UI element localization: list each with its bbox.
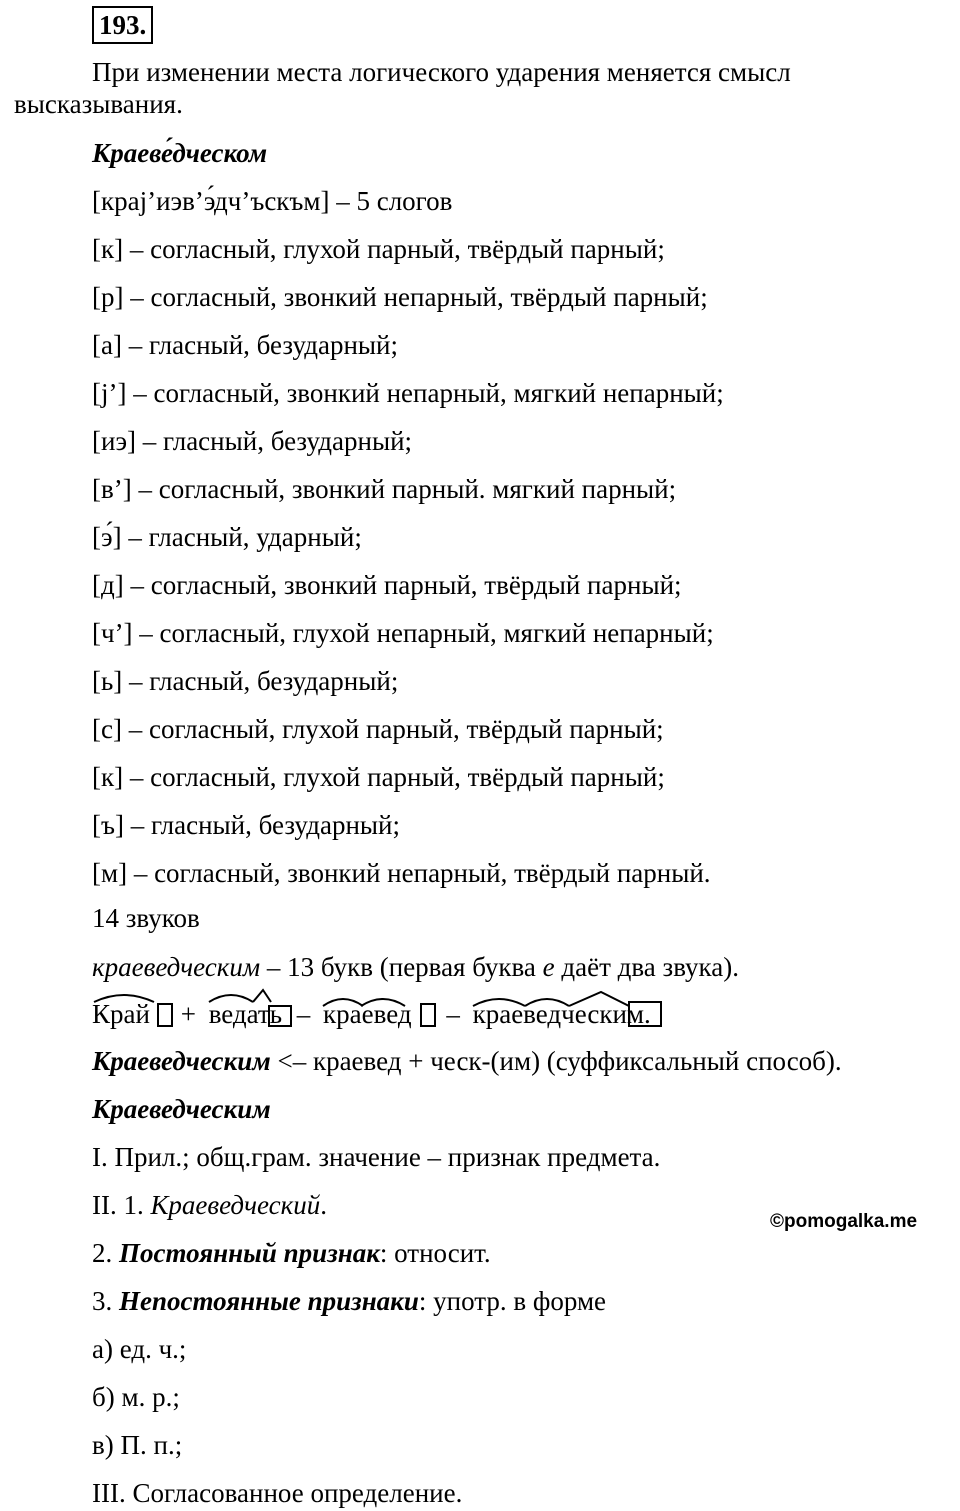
chain-word-text: краевед: [323, 999, 412, 1029]
sound-line: [к] – согласный, глухой парный, твёрдый парный;: [92, 762, 665, 792]
chain-word-text: ведать: [208, 999, 283, 1029]
letters-line: [92, 951, 739, 983]
morph-point-3: [92, 1237, 491, 1269]
letters-e: е: [542, 952, 555, 982]
sound-line: [ь] – гласный, безударный;: [92, 666, 399, 696]
sound-line: [м] – согласный, звонкий непарный, твёрдый парный.: [92, 858, 711, 888]
sound-line: [с] – согласный, глухой парный, твёрдый парный;: [92, 714, 664, 744]
chain-dash: –: [296, 999, 311, 1029]
point-text: : относит.: [379, 1238, 491, 1268]
initial-form: Краеведческий: [150, 1190, 321, 1220]
letters-text: – 13 букв (первая буква: [260, 952, 543, 982]
chain-word-kraevedcheskim: [473, 998, 644, 1030]
exercise-number: 193.: [92, 6, 153, 44]
morpheme-marks: [209, 998, 299, 1038]
intro-line-2: высказывания.: [14, 89, 183, 119]
sound-line: [д] – согласный, звонкий парный, твёрдый парный;: [92, 570, 682, 600]
watermark: ©pomogalka.me: [770, 1211, 918, 1232]
chain-word-text: краеведческим: [472, 999, 645, 1029]
morph-point-2: [92, 1189, 327, 1221]
chain-word-text: Край: [92, 999, 150, 1029]
morphology-word: Краеведческим: [92, 1094, 271, 1124]
derivation-formula: [92, 1045, 842, 1077]
chain-word-vedat: [209, 998, 282, 1030]
morph-item: в) П. п.;: [92, 1430, 183, 1460]
intro-line-1: При изменении места логического ударения меняется смысл: [92, 57, 791, 87]
chain-word-kraeved: [323, 998, 412, 1030]
chain-period: .: [644, 999, 651, 1029]
point-prefix: 3.: [92, 1286, 119, 1316]
sound-line: [j’] – согласный, звонкий непарный, мягкий непарный;: [92, 378, 724, 408]
sound-line: [иэ] – гласный, безударный;: [92, 426, 413, 456]
point-end: .: [320, 1190, 327, 1220]
morph-item: б) м. р.;: [92, 1382, 180, 1412]
root-arc-mark: [92, 998, 182, 1038]
morph-item: а) ед. ч.;: [92, 1334, 187, 1364]
morph-point-4: [92, 1285, 606, 1317]
morpheme-marks: [473, 998, 673, 1038]
letters-end: даёт два звука).: [554, 952, 739, 982]
sound-line: [к] – согласный, глухой парный, твёрдый парный;: [92, 234, 665, 264]
point-prefix: 2.: [92, 1238, 119, 1268]
morph-point-5: III. Согласованное определение.: [92, 1478, 463, 1508]
sound-line: [а] – гласный, безударный;: [92, 330, 399, 360]
morph-point-1: I. Прил.; общ.грам. значение – признак предмета.: [92, 1142, 661, 1172]
derivation-text: <– краевед + ческ-(им) (суффиксальный способ).: [270, 1046, 842, 1076]
total-sounds: 14 звуков: [92, 903, 200, 933]
point-prefix: II. 1.: [92, 1190, 151, 1220]
point-label: Постоянный признак: [119, 1238, 380, 1268]
derivation-chain: [92, 998, 651, 1030]
sound-line: [р] – согласный, звонкий непарный, твёрдый парный;: [92, 282, 708, 312]
point-label: Непостоянные признаки: [119, 1286, 419, 1316]
derivation-word: Краеведческим: [92, 1046, 271, 1076]
sound-line: [в’] – согласный, звонкий парный. мягкий парный;: [92, 474, 677, 504]
sound-line: [э́] – гласный, ударный;: [92, 522, 362, 552]
chain-plus: +: [180, 999, 196, 1029]
transcription: [краj’иэв’э́дч’ъскъм] – 5 слогов: [92, 186, 453, 216]
letters-word: краеведческим: [92, 952, 261, 982]
sound-line: [ъ] – гласный, безударный;: [92, 810, 400, 840]
chain-word-krai: [92, 998, 150, 1030]
point-text: : употр. в форме: [418, 1286, 607, 1316]
morpheme-marks: [323, 998, 453, 1038]
chain-dash: –: [446, 999, 460, 1029]
phonetic-word: Краеве́дческом: [92, 138, 268, 168]
sound-line: [ч’] – согласный, глухой непарный, мягкий непарный;: [92, 618, 714, 648]
